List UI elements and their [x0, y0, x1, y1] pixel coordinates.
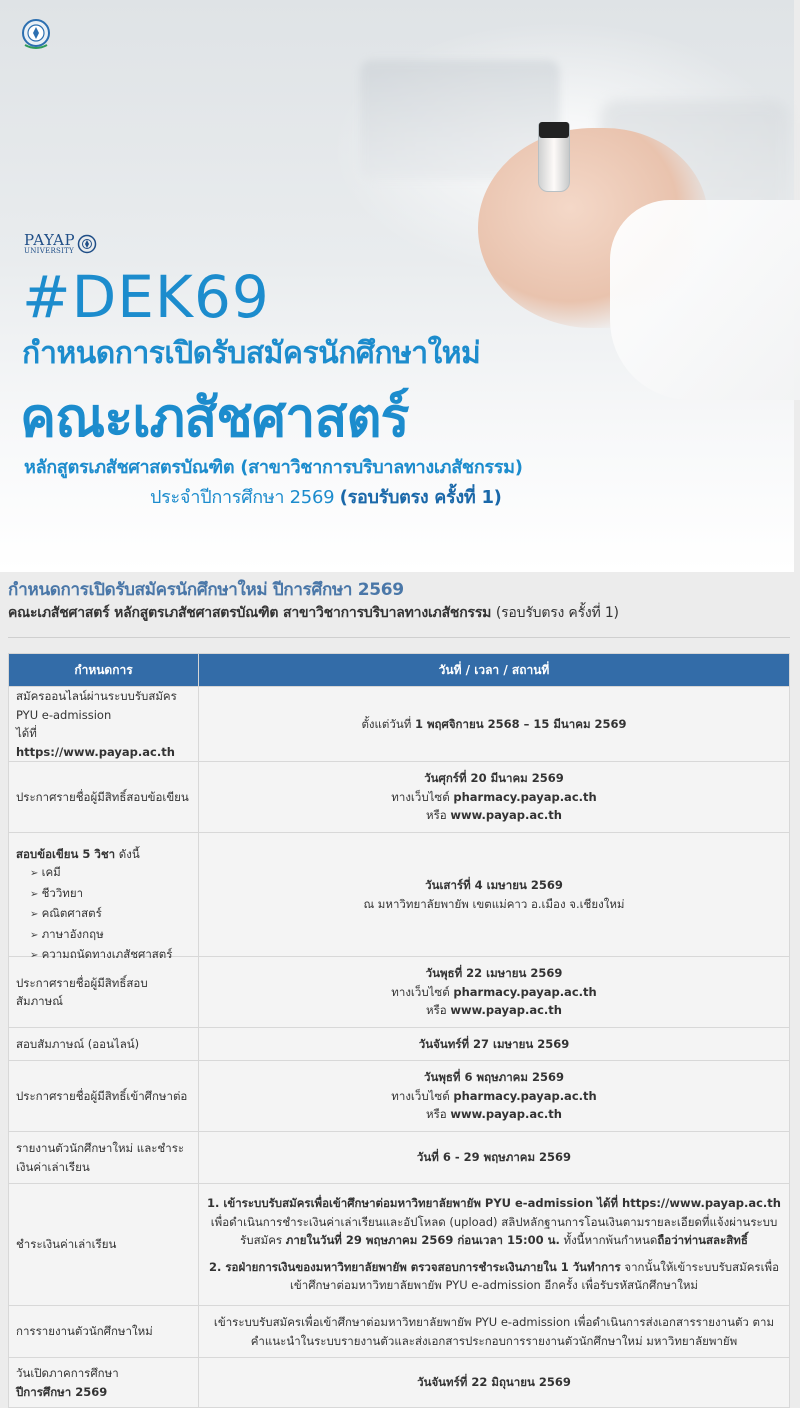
row-value — [199, 833, 790, 957]
headline-faculty: คณะเภสัชศาสตร์ — [20, 386, 409, 449]
row-label: ชำระเงินค่าเล่าเรียน — [9, 1184, 199, 1306]
list-item: ➢ ความถนัดทางเภสัชศาสตร์ — [30, 945, 191, 966]
row-label — [9, 1358, 199, 1408]
pharmacy-website-link[interactable]: pharmacy.payap.ac.th — [453, 984, 597, 999]
table-header-row — [9, 654, 790, 687]
payment-step-2 — [207, 1254, 781, 1299]
interview-date: วันจันทร์ที่ 27 เมษายน 2569 — [199, 1028, 790, 1061]
round-text: (รอบรับตรง ครั้งที่ 1) — [339, 487, 502, 508]
payap-website-link[interactable]: www.payap.ac.th — [450, 808, 562, 823]
year-round-line — [150, 484, 502, 512]
apply-label: สมัครออนไลน์ผ่านระบบรับสมัคร PYU e-admission — [16, 689, 177, 722]
list-item: ➢ ชีววิทยา — [30, 884, 191, 905]
exam-subjects-container — [16, 843, 191, 961]
seal-icon — [77, 234, 97, 254]
step1-heading: 1. เข้าระบบรับสมัครเพื่อเข้าศึกษาต่อมหาวิทยาลัยพายัพ PYU e-admission ได้ที่ https://www.payap.ac.th — [207, 1196, 781, 1211]
apply-label-at: ได้ที่ — [16, 726, 37, 740]
table-row — [9, 1132, 790, 1184]
table-row — [9, 1358, 790, 1408]
row-label — [9, 833, 199, 961]
row-value — [199, 687, 790, 762]
list-item: ➢ เคมี — [30, 863, 191, 884]
row-value — [199, 957, 790, 1028]
subtitle-round: (รอบรับตรง ครั้งที่ 1) — [495, 605, 619, 621]
announce-date: วันพุธที่ 22 เมษายน 2569 — [425, 966, 563, 981]
step1-deadline: ภายในวันที่ 29 พฤษภาคม 2569 ก่อนเวลา 15:00 น. — [285, 1233, 560, 1248]
column-header-schedule: กำหนดการ — [9, 654, 199, 687]
payap-website-link[interactable]: www.payap.ac.th — [450, 1107, 562, 1122]
schedule-table — [8, 653, 790, 1408]
pharmacy-website-link[interactable]: pharmacy.payap.ac.th — [453, 789, 597, 804]
row-value — [199, 762, 790, 833]
row-label — [9, 687, 199, 762]
university-seal-icon — [20, 18, 52, 52]
hero-banner — [0, 0, 794, 572]
table-row — [9, 1028, 790, 1061]
hashtag: #DEK69 — [22, 263, 270, 331]
list-item: ➢ คณิตศาสตร์ — [30, 904, 191, 925]
web-prefix: ทางเว็บไซต์ — [391, 1088, 454, 1103]
date-prefix: ตั้งแต่วันที่ — [361, 716, 415, 731]
table-row — [9, 1306, 790, 1358]
vial-cap — [539, 122, 569, 138]
table-row — [9, 833, 790, 957]
exam-date: วันเสาร์ที่ 4 เมษายน 2569 — [425, 878, 563, 892]
step2-heading: 2. รอฝ่ายการเงินของมหาวิทยาลัยพายัพ ตรวจสอบการชำระเงินภายใน 1 วันทำการ — [209, 1259, 621, 1274]
divider — [8, 637, 790, 638]
subject-list — [16, 863, 191, 966]
or-prefix: หรือ — [426, 1107, 451, 1122]
row-label: รายงานตัวนักศึกษาใหม่ และชำระเงินค่าเล่าเรียน — [9, 1132, 199, 1184]
row-label: สอบสัมภาษณ์ (ออนไลน์) — [9, 1028, 199, 1061]
table-row — [9, 957, 790, 1028]
section-title: กำหนดการเปิดรับสมัครนักศึกษาใหม่ ปีการศึกษา 2569 — [8, 580, 404, 600]
announce-date: วันศุกร์ที่ 20 มีนาคม 2569 — [424, 771, 564, 786]
report-date: วันที่ 6 - 29 พฤษภาคม 2569 — [199, 1132, 790, 1184]
semester-year: ปีการศึกษา 2569 — [16, 1384, 108, 1399]
subtitle-bold: คณะเภสัชศาสตร์ หลักสูตรเภสัชศาสตรบัณฑิต สาขาวิชาการบริบาลทางเภสัชกรรม — [8, 605, 496, 621]
web-prefix: ทางเว็บไซต์ — [391, 984, 454, 999]
row-label: การรายงานตัวนักศึกษาใหม่ — [9, 1306, 199, 1358]
payap-logo — [24, 232, 97, 256]
table-row — [9, 1061, 790, 1132]
row-label: ประกาศรายชื่อผู้มีสิทธิ์เข้าศึกษาต่อ — [9, 1061, 199, 1132]
step1-tail: ทั้งนี้หากพ้นกำหนด — [559, 1233, 658, 1248]
row-label: ประกาศรายชื่อผู้มีสิทธิ์สอบข้อเขียน — [9, 762, 199, 833]
semester-date: วันจันทร์ที่ 22 มิถุนายน 2569 — [199, 1358, 790, 1408]
exam-place: ณ มหาวิทยาลัยพายัพ เขตแม่คาว อ.เมือง จ.เชียงใหม่ — [363, 896, 625, 911]
headline-admission: กำหนดการเปิดรับสมัครนักศึกษาใหม่ — [22, 336, 481, 371]
payap-website-link[interactable]: www.payap.ac.th — [450, 1003, 562, 1018]
column-header-date: วันที่ / เวลา / สถานที่ — [199, 654, 790, 687]
or-prefix: หรือ — [426, 808, 451, 823]
reporting-text: เข้าระบบรับสมัครเพื่อเข้าศึกษาต่อมหาวิทยาลัยพายัพ PYU e-admission เพื่อดำเนินการส่งเอกสารรายงานตัว ตามคำแนะนำในระบบรายงานตัวและส่งเอกสารประกอบการรายงานตัวนักศึกษาใหม่ มหาวิทยาลัยพายัพ — [199, 1306, 790, 1358]
logo-subtext: UNIVERSITY — [24, 247, 75, 255]
announce-date: วันพุธที่ 6 พฤษภาคม 2569 — [424, 1070, 564, 1085]
web-prefix: ทางเว็บไซต์ — [391, 789, 454, 804]
year-text: ประจำปีการศึกษา 2569 — [150, 487, 340, 508]
row-value — [199, 1061, 790, 1132]
table-row — [9, 687, 790, 762]
lab-coat-sleeve — [610, 200, 800, 400]
section-subtitle — [8, 602, 619, 624]
list-item: ➢ ภาษาอังกฤษ — [30, 925, 191, 946]
apply-url-link[interactable]: https://www.payap.ac.th — [16, 744, 175, 759]
table-row — [9, 762, 790, 833]
apply-date: 1 พฤศจิกายน 2568 – 15 มีนาคม 2569 — [414, 716, 627, 731]
exam-label: สอบข้อเขียน 5 วิชา — [16, 846, 116, 861]
table-row — [9, 1184, 790, 1306]
row-value — [199, 1184, 790, 1306]
logo-wordmark: PAYAP — [24, 231, 76, 249]
step1-forfeit: ถือว่าท่านสละสิทธิ์ — [657, 1233, 748, 1248]
step1-text: เพื่อดำเนินการชำระเงินค่าเล่าเรียนและอัปโหลด (upload) สลิปหลักฐานการโอนเงินตามรายละเอียดที่แจ้งผ่านระบบรับสมัคร — [210, 1214, 778, 1248]
semester-label: วันเปิดภาคการศึกษา — [16, 1366, 119, 1380]
exam-label-suffix: ดังนี้ — [115, 846, 140, 861]
schedule-section — [0, 572, 794, 1404]
payment-step-1 — [207, 1190, 781, 1254]
row-label: ประกาศรายชื่อผู้มีสิทธิ์สอบสัมภาษณ์ — [9, 957, 199, 1028]
or-prefix: หรือ — [426, 1003, 451, 1018]
step2-text: จากนั้นให้เข้าระบบรับสมัครเพื่อเข้าศึกษาต่อมหาวิทยาลัยพายัพ PYU e-admission อีกครั้ง เพื่อรับรหัสนักศึกษาใหม่ — [289, 1259, 779, 1293]
pharmacy-website-link[interactable]: pharmacy.payap.ac.th — [453, 1088, 597, 1103]
program-line: หลักสูตรเภสัชศาสตรบัณฑิต (สาขาวิชาการบริบาลทางเภสัชกรรม) — [24, 457, 523, 478]
